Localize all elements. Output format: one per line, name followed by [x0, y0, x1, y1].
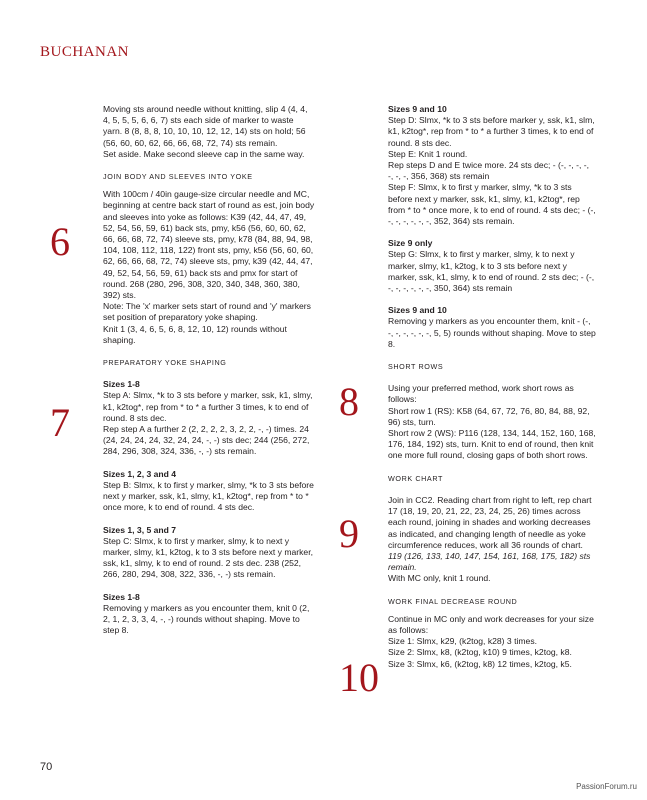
step-number-7: 7 [50, 400, 70, 445]
watermark: PassionForum.ru [576, 782, 637, 791]
step-number-9: 9 [339, 511, 359, 556]
step7-heading: PREPARATORY YOKE SHAPING [103, 358, 227, 368]
short-row-1: Short row 1 (RS): K58 (64, 67, 72, 76, 80, 84, 88, 92, 96) sts, turn. [388, 405, 590, 427]
step-b-text: Step B: Slmx, k to first y marker, slmy, *k to 3 sts before next y marker, ssk, k1, slmy, k1, k2tog*, rep from * to * once more, k to end of round. 4 sts dec. [103, 479, 314, 513]
step-d-text: Step D: Slmx, *k to 3 sts before marker y, ssk, k1, slm, k1, k2tog*, rep from * to * a further 3 times, k to end of round. 8 sts dec. [388, 115, 595, 148]
size-2-decrease: Size 2: Slmx, k8, (k2tog, k10) 9 times, k2tog, k8. [388, 647, 572, 658]
intro-text-2: Set aside. Make second sleeve cap in the same way. [103, 148, 305, 159]
remove-markers-9-10-text: Removing y markers as you encounter them, knit - (-, -, -, -, -, -, -, 5, 5) rounds without shaping. Move to step 8. [388, 316, 596, 349]
size-9-label: Size 9 only [388, 238, 433, 249]
right-column [388, 104, 596, 670]
short-row-2: Short row 2 (WS): P116 (128, 134, 144, 152, 160, 168, 176, 184, 192) sts, turn. Knit to end of round, then knit one more full round, closing gaps of both short rows. [388, 428, 596, 461]
size-3-decrease: Size 3: Slmx, k6, (k2tog, k8) 12 times, k2tog, k5. [388, 658, 572, 669]
remove-markers-text: Removing y markers as you encounter them, knit 0 (2, 2, 1, 2, 3, 3, 4, -, -) rounds without shaping. Move to step 8. [103, 602, 310, 636]
step-number-6: 6 [50, 219, 70, 264]
step-g-text: Step G: Slmx, k to first y marker, slmy, k to next y marker, slmy, k1, k2tog, k to 3 sts before next y marker, ssk, k1, slmy, k to end of round. 2 sts dec; - (-, -, -, -, -, -, -, 350, 364) sts remain [388, 249, 595, 294]
step10-heading: WORK FINAL DECREASE ROUND [388, 596, 518, 606]
step-f-text: Step F: Slmx, k to first y marker, slmy, *k to 3 sts before next y marker, ssk, k1, slmy, k1, k2tog*, rep from * to * once more, k to end of round. 4 sts dec; - (-, -, -, -, -, -, -, 352, 364) sts remain. [388, 182, 596, 227]
step9-mc: With MC only, knit 1 round. [388, 573, 491, 584]
step6-text: With 100cm / 40in gauge-size circular needle and MC, beginning at centre back start of round as est, join body and sleeves into yoke as follows: K39 (42, 44, 47, 49, 52, 54, 56, 59, 61) back sts, pmy, k56 (56, 60, 60, 62, 66, 66, 68, 72, 74) sleeve sts, pmy, k78 (84, 88, 94, 98, 104, 108, 112, 118, 122) front sts, pmy, k56 (56, 60, 60, 62, 66, 66, 68, 72, 74) sleeve sts, pmy, k39 (42, 44, 47, 49, 52, 54, 56, 59, 61) back sts and pmx for start of round. 268 (280, 296, 308, 320, 340, 348, 360, 380, 392) sts. [103, 189, 315, 301]
sizes-9-10-b-label: Sizes 9 and 10 [388, 305, 447, 316]
step6-note: Note: The 'x' marker sets start of round and 'y' markers set position of preparatory yoke shaping. [103, 301, 311, 323]
step6-heading: JOIN BODY AND SLEEVES INTO YOKE [103, 172, 253, 182]
step-number-8: 8 [339, 379, 359, 424]
step10-intro: Continue in MC only and work decreases for your size as follows: [388, 613, 594, 635]
step9-text: Join in CC2. Reading chart from right to left, rep chart 17 (18, 19, 20, 21, 22, 23, 24, 25, 26) times across each round, joining in shades and working decreases as indicated, and changing length of needle as yoke circumference reduces, work all 36 rounds of chart. [388, 494, 592, 550]
repeat-de-text: Rep steps D and E twice more. 24 sts dec; - (-, -, -, -, -, -, -, 356, 368) sts remain [388, 160, 590, 182]
page-header-title: BUCHANAN [40, 44, 130, 60]
sizes-c-label: Sizes 1, 3, 5 and 7 [103, 524, 177, 535]
sizes-d-label: Sizes 1-8 [103, 591, 140, 602]
intro-text: Moving sts around needle without knitting, slip 4 (4, 4, 4, 5, 5, 5, 6, 6, 7) sts each side of marker to waste yarn. 8 (8, 8, 8, 10, 10, 10, 12, 12, 14) sts on hold; 56 (56, 60, 60, 62, 66, 66, 68, 72, 74) sts remain. [103, 104, 308, 148]
step9-sts: 119 (126, 133, 140, 147, 154, 161, 168, 175, 182) sts remain. [388, 550, 591, 573]
step8-intro: Using your preferred method, work short rows as follows: [388, 383, 574, 405]
sizes-9-10-label: Sizes 9 and 10 [388, 104, 447, 114]
step6-text-2: Knit 1 (3, 4, 6, 5, 6, 8, 12, 10, 12) rounds without shaping. [103, 323, 287, 345]
step-a-repeat: Rep step A a further 2 (2, 2, 2, 2, 3, 2, 2, -, -) times. 24 (24, 24, 24, 24, 32, 24, 24, -, -) sts dec; 244 (256, 272, 284, 296, 308, 324, 336, -, -) sts remain. [103, 424, 310, 457]
sizes-a-label: Sizes 1-8 [103, 379, 140, 390]
size-1-decrease: Size 1: Slmx, k29, (k2tog, k28) 3 times. [388, 636, 538, 647]
step-e-text: Step E: Knit 1 round. [388, 148, 468, 159]
step8-heading: SHORT ROWS [388, 362, 444, 372]
step-a-text: Step A: Slmx, *k to 3 sts before y marker, ssk, k1, slmy, k1, k2tog*, rep from * to * a further 3 times, k to end of round. 8 sts dec. [103, 390, 313, 423]
step-c-text: Step C: Slmx, k to first y marker, slmy, k to next y marker, slmy, k1, k2tog, k to 3 sts before next y marker, ssk, k1, slmy, k to end of round. 2 sts dec. 238 (252, 266, 280, 294, 308, 322, 336, -, -) sts remain. [103, 535, 313, 580]
step9-heading: WORK CHART [388, 473, 443, 483]
step-number-10: 10 [339, 655, 379, 700]
sizes-b-label: Sizes 1, 2, 3 and 4 [103, 468, 177, 479]
page-number: 70 [40, 761, 53, 773]
left-column [103, 104, 315, 636]
